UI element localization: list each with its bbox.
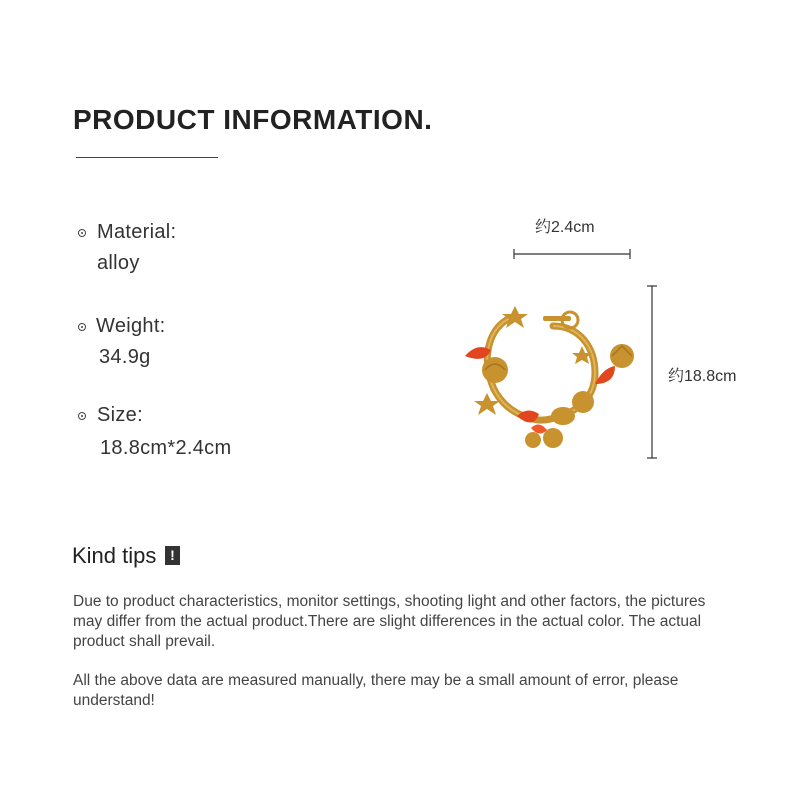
width-dimension-label: 约2.4cm (535, 219, 595, 236)
weight-value: 34.9g (99, 346, 151, 368)
size-value: 18.8cm*2.4cm (100, 437, 232, 459)
page-title: PRODUCT INFORMATION. (73, 104, 433, 135)
height-dimension-line (644, 283, 660, 461)
material-label: Material: (97, 221, 177, 243)
tips-paragraph: All the above data are measured manually, there may be a small amount of error, please understand! (73, 672, 679, 709)
exclamation-icon: ! (165, 546, 180, 565)
bullet-icon (78, 412, 86, 420)
bracelet-image (455, 298, 640, 463)
bullet-icon (78, 229, 86, 237)
height-dimension-label: 约18.8cm (668, 368, 737, 385)
title-underline (76, 157, 218, 158)
tips-paragraph: Due to product characteristics, monitor settings, shooting light and other factors, the pictures may differ from the actual product.There are slight differences in the actual color. The actual product shall prevail. (73, 593, 706, 650)
width-dimension-line (510, 246, 634, 262)
weight-label: Weight: (96, 315, 166, 337)
kind-tips-title: Kind tips (72, 543, 157, 568)
size-label: Size: (97, 404, 143, 426)
bullet-icon (78, 323, 86, 331)
material-value: alloy (97, 252, 140, 274)
